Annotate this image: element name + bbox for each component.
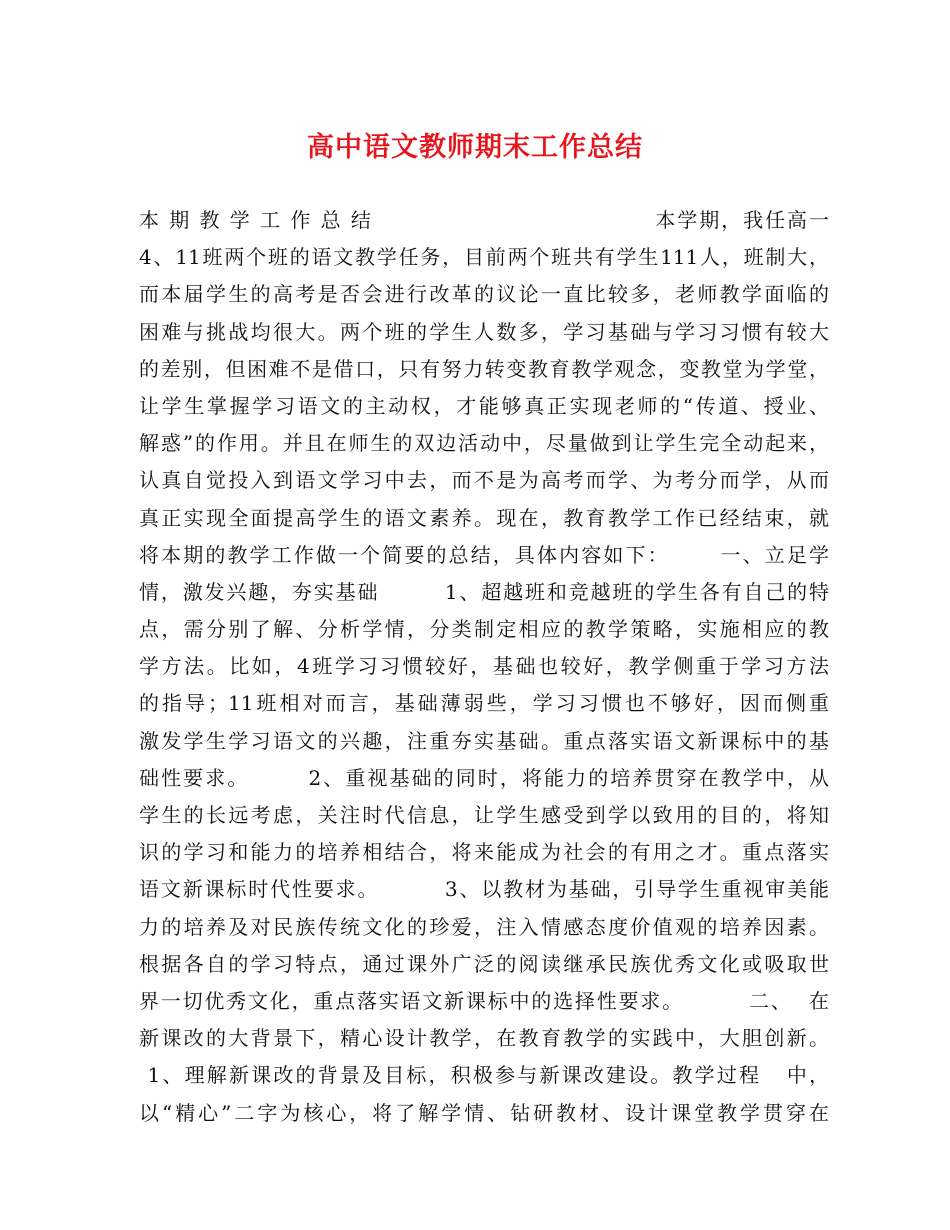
body-line: 语文新课标时代性要求。 3、以教材为基础，引导学生重视审美能 (139, 877, 829, 902)
body-line: 让学生掌握学习语文的主动权，才能够真正实现老师的“传道、授业、 (139, 393, 829, 418)
body-line: 新课改的大背景下，精心设计教学，在教育教学的实践中，大胆创新。 (139, 1026, 829, 1051)
body-line: 真正实现全面提高学生的语文素养。现在，教育教学工作已经结束，就 (139, 505, 829, 530)
body-line: 力的培养及对民族传统文化的珍爱，注入情感态度价值观的培养因素。 (139, 914, 829, 939)
body-line: 4、11班两个班的语文教学任务，目前两个班共有学生111人，班制大， (139, 245, 829, 270)
body-line: 激发学生学习语文的兴趣，注重夯实基础。重点落实语文新课标中的基 (139, 728, 829, 753)
body-line: 将本期的教学工作做一个简要的总结，具体内容如下： 一、立足学 (139, 542, 829, 567)
body-line: 础性要求。 2、重视基础的同时，将能力的培养贯穿在教学中，从 (139, 765, 829, 790)
body-line: 的指导；11班相对而言，基础薄弱些，学习习惯也不够好，因而侧重 (139, 691, 829, 716)
body-line: 认真自觉投入到语文学习中去，而不是为高考而学、为考分而学，从而 (139, 468, 829, 493)
body-line: 情，激发兴趣，夯实基础 1、超越班和竞越班的学生各有自己的特 (139, 579, 829, 604)
body-line: 的差别，但困难不是借口，只有努力转变教育教学观念，变教堂为学堂， (139, 356, 829, 381)
body-line: 根据各自的学习特点，通过课外广泛的阅读继承民族优秀文化或吸取世 (139, 951, 829, 976)
document-body (139, 202, 829, 1132)
body-line: 1、理解新课改的背景及目标，积极参与新课改建设。教学过程 中， (139, 1063, 829, 1088)
body-line: 点，需分别了解、分析学情，分类制定相应的教学策略，实施相应的教 (139, 617, 829, 642)
body-line: 识的学习和能力的培养相结合，将来能成为社会的有用之才。重点落实 (139, 840, 829, 865)
body-line: 而本届学生的高考是否会进行改革的议论一直比较多，老师教学面临的 (139, 282, 829, 307)
body-line: 解惑”的作用。并且在师生的双边活动中，尽量做到让学生完全动起来， (139, 431, 829, 456)
body-line: 学方法。比如，4班学习习惯较好，基础也较好，教学侧重于学习方法 (139, 654, 829, 679)
body-line: 学生的长远考虑，关注时代信息，让学生感受到学以致用的目的，将知 (139, 803, 829, 827)
body-line: 困难与挑战均很大。两个班的学生人数多，学习基础与学习习惯有较大 (139, 319, 829, 344)
body-line: 界一切优秀文化，重点落实语文新课标中的选择性要求。 二、 在 (139, 988, 829, 1013)
body-line: 以“精心”二字为核心，将了解学情、钻研教材、设计课堂教学贯穿在 (139, 1100, 829, 1125)
body-line: 本 期 教 学 工 作 总 结 本学期，我任高一 (139, 208, 829, 232)
document-title: 高中语文教师期末工作总结 (307, 132, 643, 163)
